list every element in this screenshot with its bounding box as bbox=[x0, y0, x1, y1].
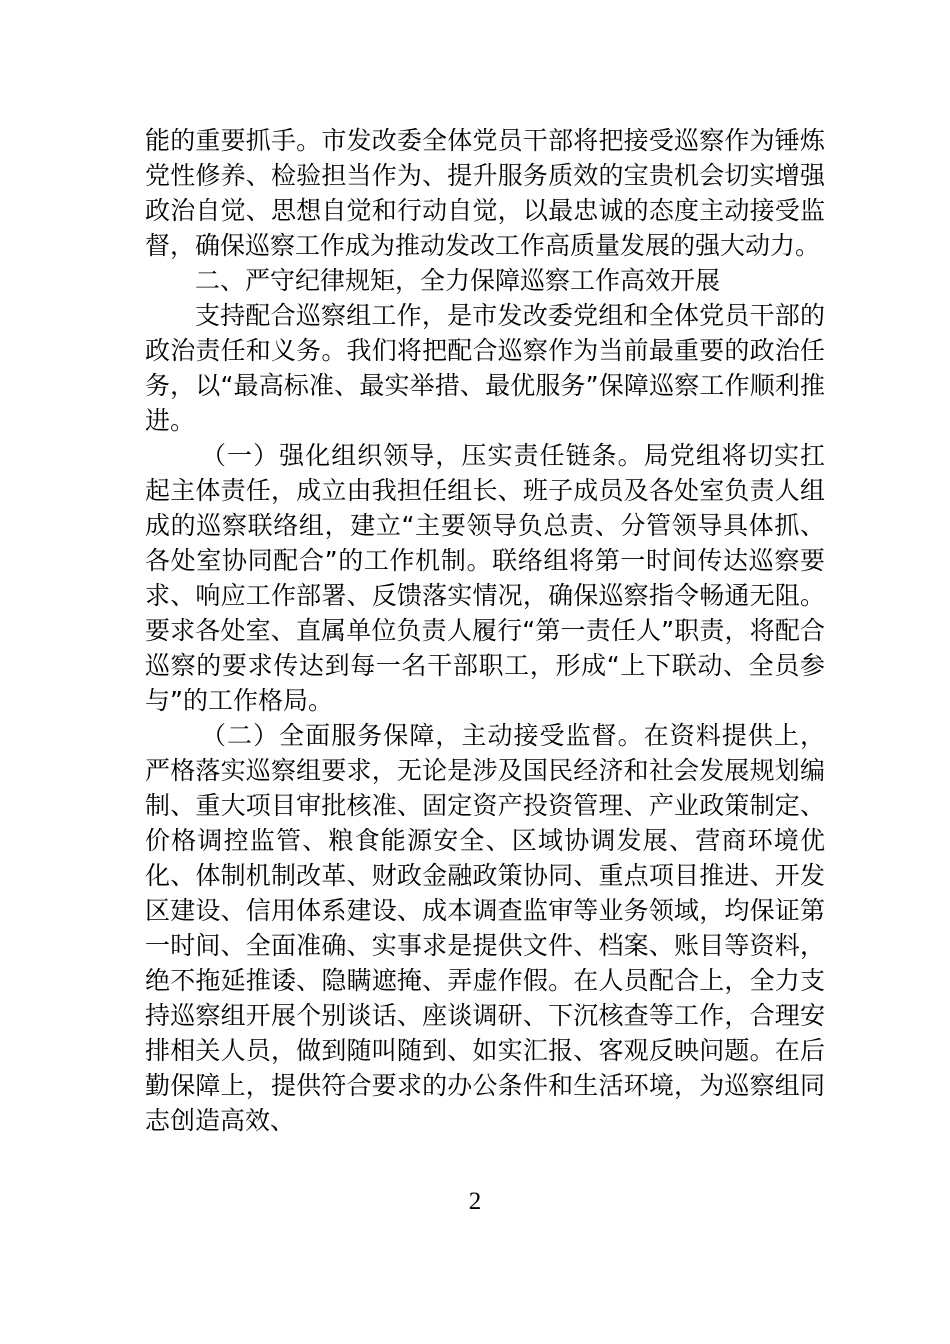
paragraph-item-two: （二）全面服务保障，主动接受监督。在资料提供上，严格落实巡察组要求，无论是涉及国民经济和社会发展规划编制、重大项目审批核准、固定资产投资管理、产业政策制定、价格调控监管、粮食能源安全、区域协调发展、营商环境优化、体制机制改革、财政金融政策协同、重点项目推进、开发区建设、信用体系建设、成本调查监审等业务领域，均保证第一时间、全面准确、实事求是提供文件、档案、账目等资料，绝不拖延推诿、隐瞒遮掩、弄虚作假。在人员配合上，全力支持巡察组开展个别谈话、座谈调研、下沉核查等工作，合理安排相关人员，做到随叫随到、如实汇报、客观反映问题。在后勤保障上，提供符合要求的办公条件和生活环境，为巡察组同志创造高效、 bbox=[145, 721, 825, 1135]
paragraph-item-one: （一）强化组织领导，压实责任链条。局党组将切实扛起主体责任，成立由我担任组长、班子成员及各处室负责人组成的巡察联络组，建立“主要领导负总责、分管领导具体抓、各处室协同配合”的工作机制。联络组将第一时间传达巡察要求、响应工作部署、反馈落实情况，确保巡察指令畅通无阻。要求各处室、直属单位负责人履行“第一责任人”职责，将配合巡察的要求传达到每一名干部职工，形成“上下联动、全员参与”的工作格局。 bbox=[145, 441, 825, 715]
page-number: 2 bbox=[468, 1188, 482, 1215]
section-heading: 二、严守纪律规矩，全力保障巡察工作高效开展 bbox=[195, 266, 721, 295]
paragraph-intro: 支持配合巡察组工作，是市发改委党组和全体党员干部的政治责任和义务。我们将把配合巡察作为当前最重要的政治任务，以“最高标准、最实举措、最优服务”保障巡察工作顺利推进。 bbox=[145, 301, 825, 435]
paragraph-continuation: 能的重要抓手。市发改委全体党员干部将把接受巡察作为锤炼党性修养、检验担当作为、提升服务质效的宝贵机会切实增强政治自觉、思想自觉和行动自觉，以最忠诚的态度主动接受监督，确保巡察工作成为推动发改工作高质量发展的强大动力。 bbox=[145, 126, 825, 260]
body-text bbox=[145, 123, 825, 1138]
